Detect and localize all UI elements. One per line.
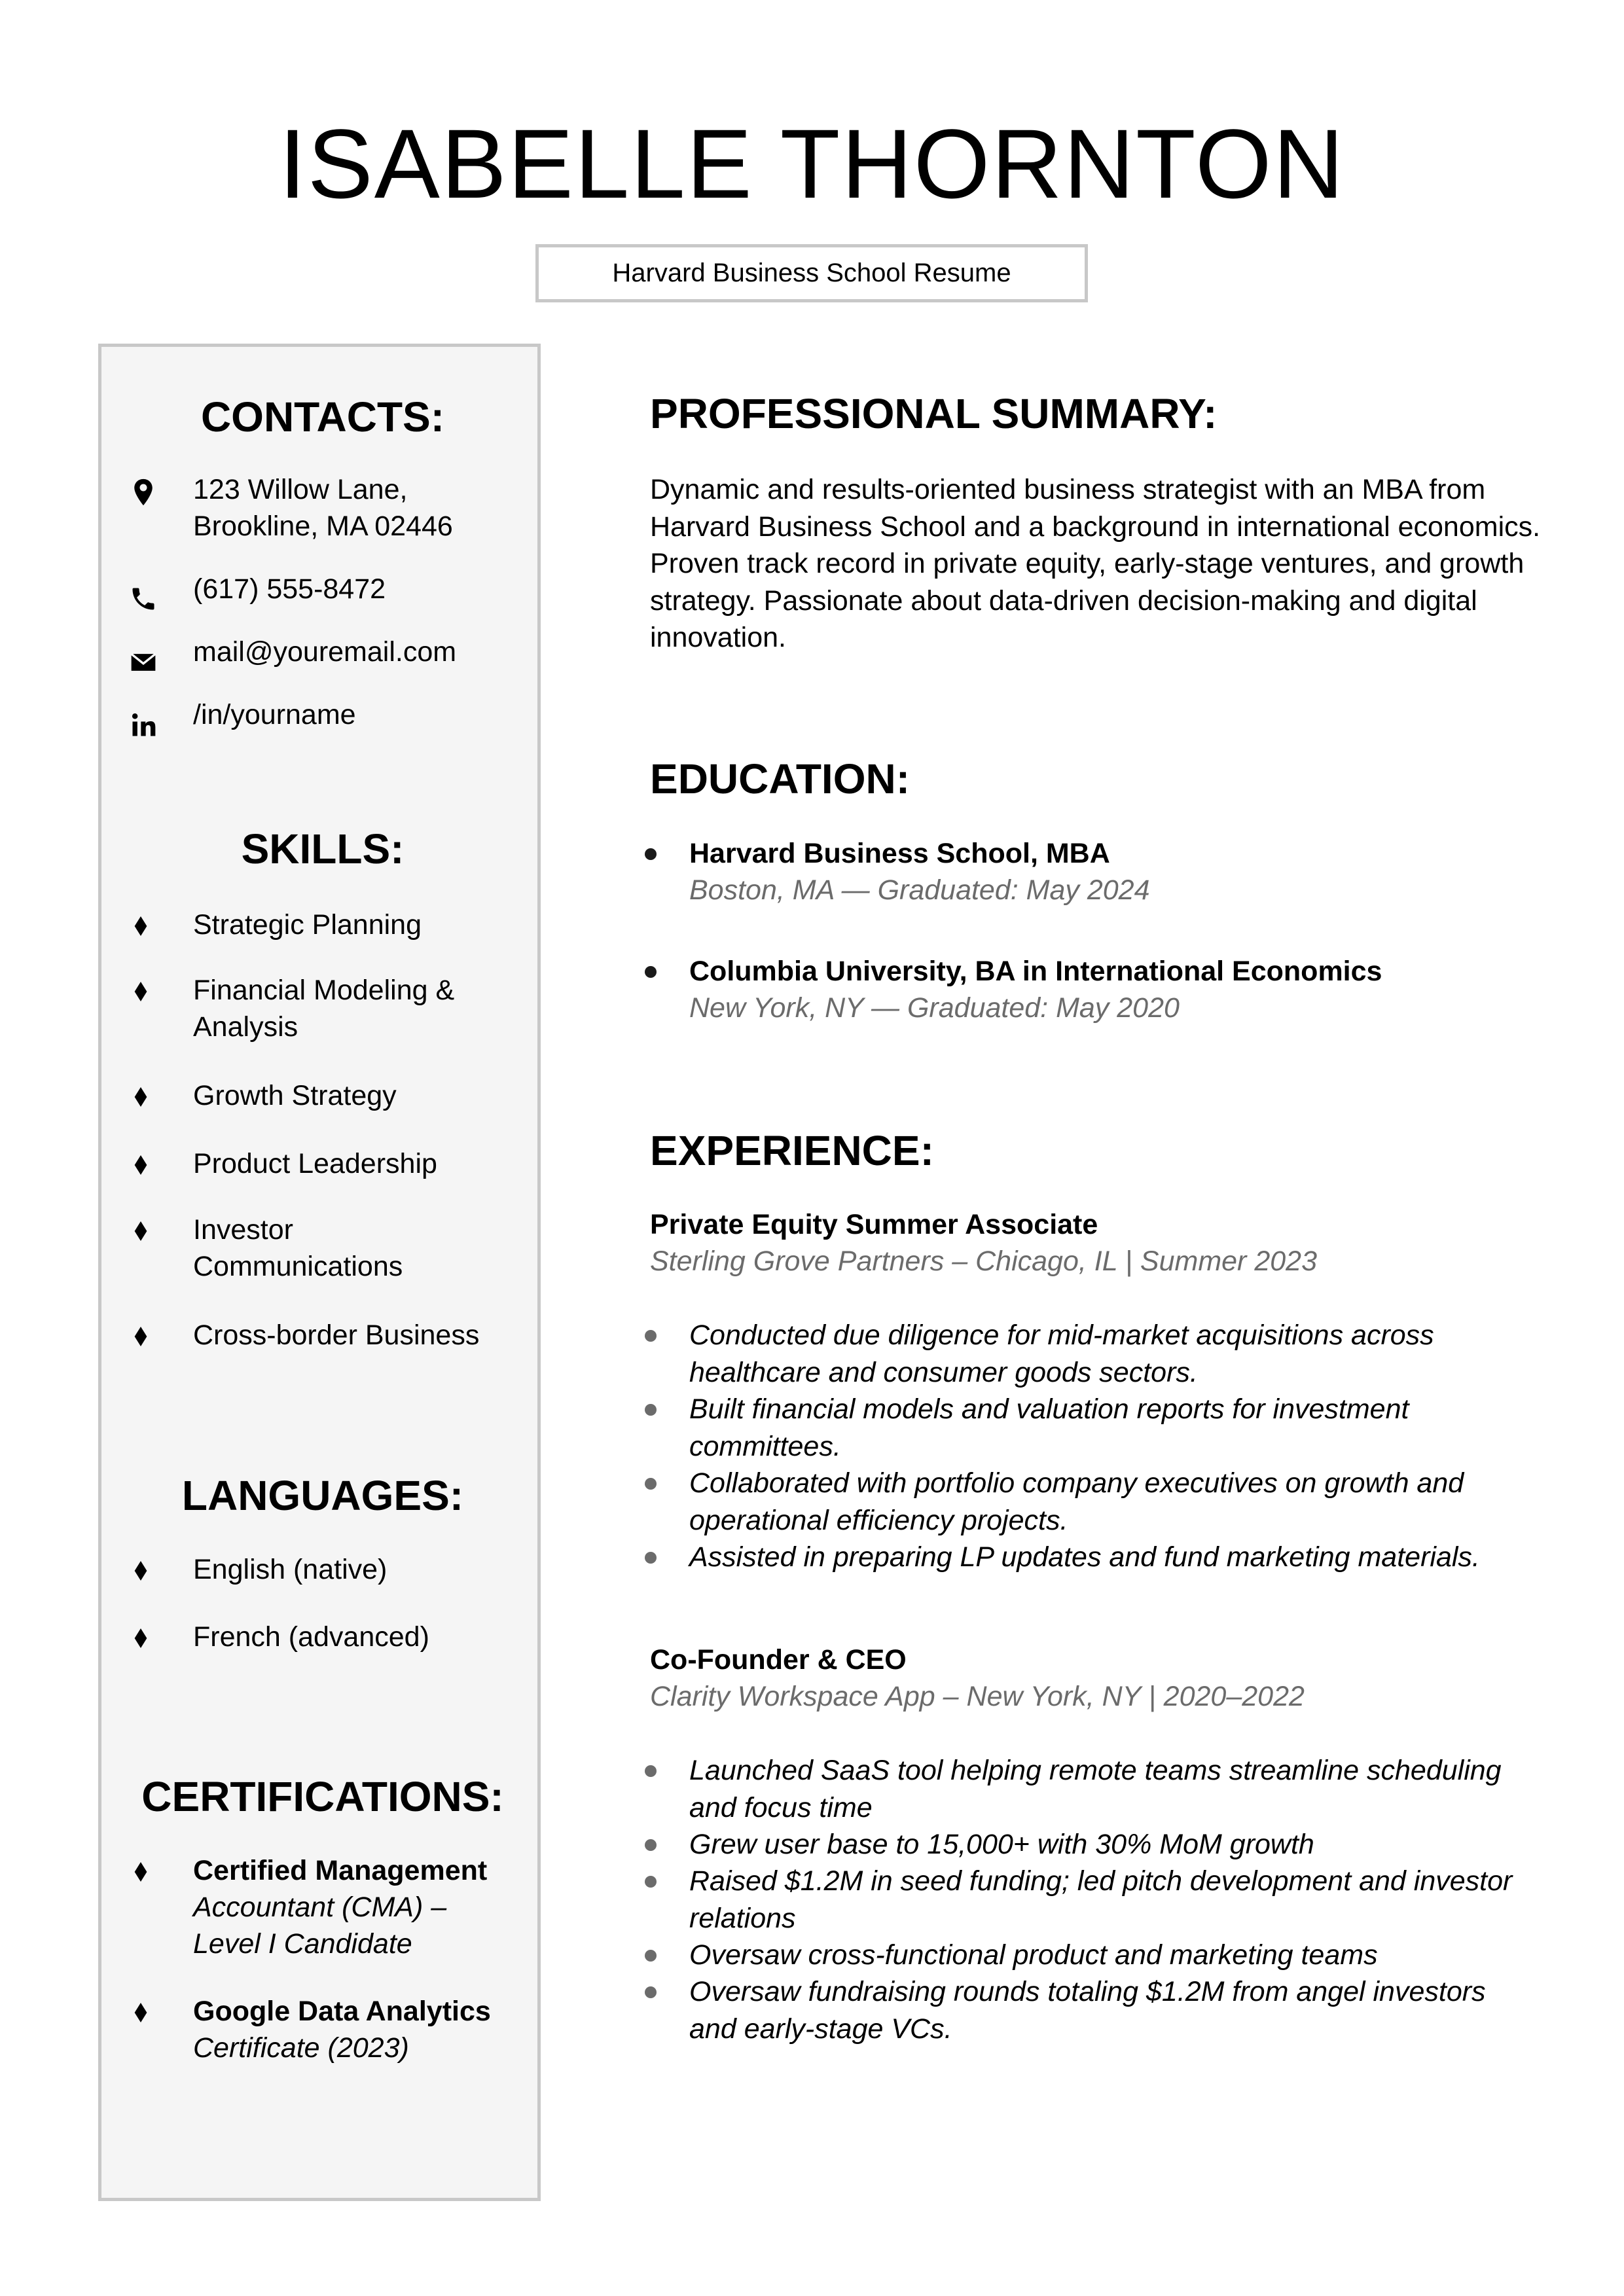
- diamond-bullet-icon: [134, 2003, 147, 2022]
- skill-item: Cross-border Business: [193, 1319, 480, 1351]
- bullet-dot: [645, 1876, 657, 1888]
- contact-address-line2: Brookline, MA 02446: [193, 511, 453, 542]
- diamond-bullet-icon: [134, 1221, 147, 1241]
- bullet-dot: [645, 966, 657, 978]
- resume-subtitle: Harvard Business School Resume: [535, 244, 1088, 302]
- summary-heading: PROFESSIONAL SUMMARY:: [650, 390, 1218, 437]
- job-bullet: Collaborated with portfolio company executives on growth and operational efficiency projects.: [689, 1467, 1464, 1536]
- contact-email: mail@youremail.com: [193, 636, 457, 668]
- bullet-dot: [645, 1986, 657, 1998]
- job-detail: Clarity Workspace App – New York, NY | 2020–2022: [650, 1681, 1305, 1712]
- job-bullet: Oversaw fundraising rounds totaling $1.2M from angel investors and early-stage VCs.: [689, 1976, 1486, 2045]
- resume-name: ISABELLE THORNTON: [279, 109, 1345, 219]
- job-bullet: Launched SaaS tool helping remote teams streamline scheduling and focus time: [689, 1755, 1502, 1823]
- phone-icon: [129, 584, 158, 613]
- skill-item: Financial Modeling & Analysis: [193, 975, 455, 1043]
- bullet-dot: [645, 1765, 657, 1777]
- education-school: Columbia University, BA in International Economics: [689, 956, 1382, 987]
- education-detail: Boston, MA — Graduated: May 2024: [689, 874, 1150, 906]
- job-bullet: Grew user base to 15,000+ with 30% MoM growth: [689, 1829, 1314, 1860]
- diamond-bullet-icon: [134, 1862, 147, 1882]
- job-bullet: Built financial models and valuation reports for investment committees.: [689, 1393, 1409, 1462]
- job-title: Co-Founder & CEO: [650, 1644, 907, 1676]
- linkedin-icon: [129, 711, 158, 740]
- sidebar: [98, 344, 541, 2201]
- job-bullet: Raised $1.2M in seed funding; led pitch development and investor relations: [689, 1865, 1513, 1934]
- bullet-dot: [645, 848, 657, 860]
- email-envelope-icon: [129, 648, 158, 677]
- job-title: Private Equity Summer Associate: [650, 1209, 1098, 1240]
- bullet-dot: [645, 1839, 657, 1851]
- job-bullet: Oversaw cross-functional product and marketing teams: [689, 1939, 1378, 1971]
- language-item: English (native): [193, 1554, 388, 1585]
- skill-item: Product Leadership: [193, 1148, 437, 1179]
- certifications-heading: CERTIFICATIONS:: [141, 1773, 504, 1820]
- skill-item: Investor Communications: [193, 1214, 403, 1282]
- diamond-bullet-icon: [134, 1561, 147, 1581]
- bullet-dot: [645, 1478, 657, 1490]
- languages-heading: LANGUAGES:: [181, 1472, 464, 1519]
- contact-linkedin: /in/yourname: [193, 699, 356, 730]
- education-heading: EDUCATION:: [650, 755, 910, 802]
- education-school: Harvard Business School, MBA: [689, 838, 1110, 869]
- contact-phone: (617) 555-8472: [193, 573, 386, 605]
- diamond-bullet-icon: [134, 1087, 147, 1107]
- diamond-bullet-icon: [134, 1155, 147, 1175]
- contact-address-line1: 123 Willow Lane,: [193, 474, 408, 505]
- diamond-bullet-icon: [134, 916, 147, 936]
- skill-item: Growth Strategy: [193, 1080, 397, 1111]
- location-pin-icon: [129, 478, 158, 507]
- contacts-heading: CONTACTS:: [200, 393, 445, 440]
- experience-heading: EXPERIENCE:: [650, 1127, 934, 1174]
- bullet-dot: [645, 1552, 657, 1564]
- job-detail: Sterling Grove Partners – Chicago, IL | Summer 2023: [650, 1246, 1317, 1277]
- job-bullet: Conducted due diligence for mid-market acquisitions across healthcare and consumer goods sectors.: [689, 1319, 1434, 1388]
- skills-heading: SKILLS:: [241, 825, 405, 872]
- education-detail: New York, NY — Graduated: May 2020: [689, 992, 1180, 1024]
- language-item: French (advanced): [193, 1621, 429, 1653]
- diamond-bullet-icon: [134, 1327, 147, 1346]
- bullet-dot: [645, 1404, 657, 1416]
- job-bullet: Assisted in preparing LP updates and fund marketing materials.: [689, 1541, 1480, 1573]
- diamond-bullet-icon: [134, 1628, 147, 1648]
- summary-paragraph: Dynamic and results-oriented business strategist with an MBA from Harvard Business School and a background in international economics. Proven track record in private equity, early-stage ventures, and growth strategy. Passionate about data-driven decision-making and digital innovation.: [650, 474, 1541, 653]
- diamond-bullet-icon: [134, 982, 147, 1001]
- bullet-dot: [645, 1330, 657, 1342]
- skill-item: Strategic Planning: [193, 909, 422, 941]
- certification-item: Certified Management Accountant (CMA) – Level I Candidate: [193, 1855, 488, 1960]
- bullet-dot: [645, 1950, 657, 1962]
- certification-item: Google Data Analytics Certificate (2023): [193, 1996, 491, 2064]
